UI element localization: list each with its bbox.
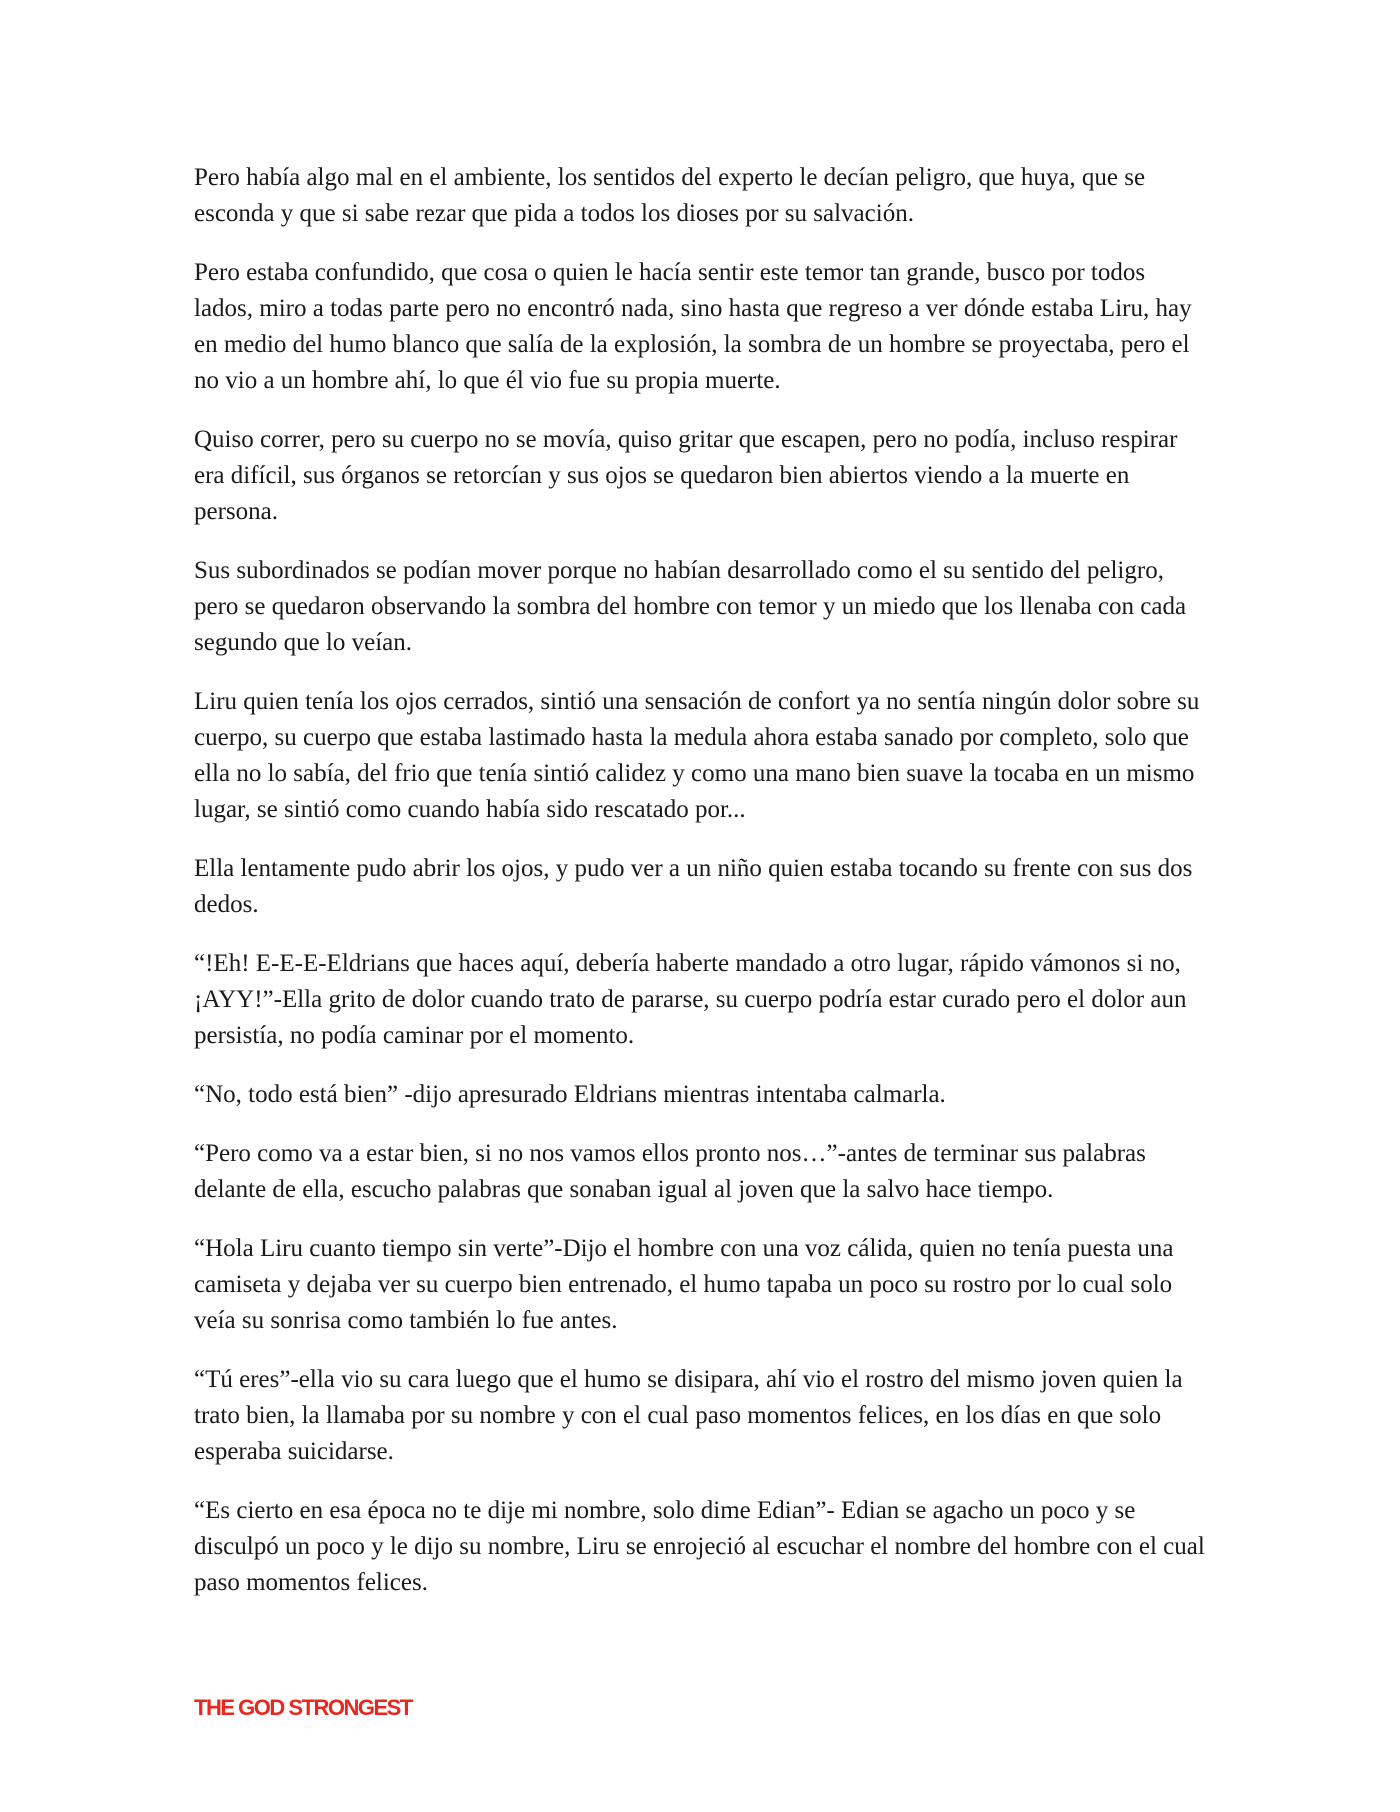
paragraph: “Tú eres”-ella vio su cara luego que el humo se disipara, ahí vio el rostro del mismo joven quien la trato bien, la llamaba por su nombre y con el cual paso momentos felices, en los días en que solo esperaba suicidarse. [194, 1366, 1183, 1465]
paragraph: Liru quien tenía los ojos cerrados, sintió una sensación de confort ya no sentía ningún dolor sobre su cuerpo, su cuerpo que estaba lastimado hasta la medula ahora estaba sanado por completo, solo que ella no lo sabía, del frio que tenía sintió calidez y como una mano bien suave la tocaba en un mismo lugar, se sintió como cuando había sido rescatado por... [194, 688, 1200, 823]
paragraph: Pero estaba confundido, que cosa o quien le hacía sentir este temor tan grande, busco por todos lados, miro a todas parte pero no encontró nada, sino hasta que regreso a ver dónde estaba Liru, hay en medio del humo blanco que salía de la explosión, la sombra de un hombre se proyectaba, pero el no vio a un hombre ahí, lo que él vio fue su propia muerte. [194, 259, 1192, 394]
text-body [194, 160, 1210, 1624]
paragraph: “Hola Liru cuanto tiempo sin verte”-Dijo el hombre con una voz cálida, quien no tenía puesta una camiseta y dejaba ver su cuerpo bien entrenado, el humo tapaba un poco su rostro por lo cual solo veía su sonrisa como también lo fue antes. [194, 1235, 1174, 1334]
paragraph: Ella lentamente pudo abrir los ojos, y pudo ver a un niño quien estaba tocando su frente con sus dos dedos. [194, 855, 1193, 918]
paragraph: Sus subordinados se podían mover porque no habían desarrollado como el su sentido del peligro, pero se quedaron observando la sombra del hombre con temor y un miedo que los llenaba con cada segundo que lo veían. [194, 557, 1187, 656]
paragraph: “Es cierto en esa época no te dije mi nombre, solo dime Edian”- Edian se agacho un poco y se disculpó un poco y le dijo su nombre, Liru se enrojeció al escuchar el nombre del hombre con el cual paso momentos felices. [194, 1497, 1205, 1596]
paragraph: Quiso correr, pero su cuerpo no se movía, quiso gritar que escapen, pero no podía, incluso respirar era difícil, sus órganos se retorcían y sus ojos se quedaron bien abiertos viendo a la muerte en persona. [194, 426, 1178, 525]
paragraph: “Pero como va a estar bien, si no nos vamos ellos pronto nos…”-antes de terminar sus palabras delante de ella, escucho palabras que sonaban igual al joven que la salvo hace tiempo. [194, 1140, 1146, 1203]
paragraph: Pero había algo mal en el ambiente, los sentidos del experto le decían peligro, que huya, que se esconda y que si sabe rezar que pida a todos los dioses por su salvación. [194, 164, 1146, 227]
paragraph: “No, todo está bien” -dijo apresurado Eldrians mientras intentaba calmarla. [194, 1081, 946, 1108]
footer-brand-logo: THE GOD STRONGEST [194, 1695, 412, 1720]
paragraph: “!Eh! E-E-E-Eldrians que haces aquí, debería haberte mandado a otro lugar, rápido vámonos si no, ¡AYY!”-Ella grito de dolor cuando trato de pararse, su cuerpo podría estar curado pero el dolor aun persistía, no podía caminar por el momento. [194, 950, 1187, 1049]
